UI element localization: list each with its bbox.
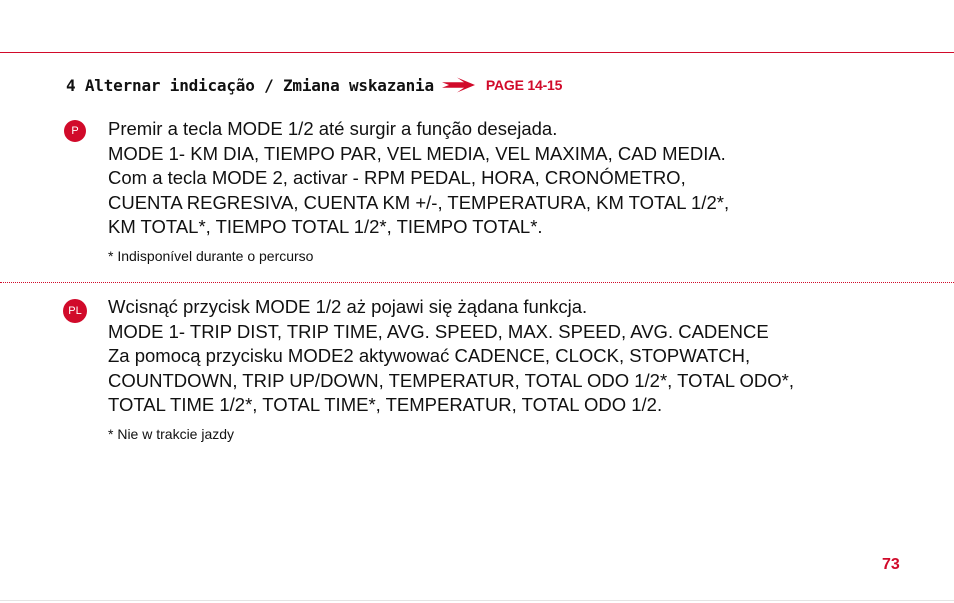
instruction-line: CUENTA REGRESIVA, CUENTA KM +/-, TEMPERATURA, KM TOTAL 1/2*, xyxy=(108,191,730,213)
section-heading xyxy=(66,73,562,97)
footnote: * Nie w trakcie jazdy xyxy=(108,425,235,442)
language-badge-polish: PL xyxy=(63,299,87,323)
instruction-line: COUNTDOWN, TRIP UP/DOWN, TEMPERATUR, TOTAL ODO 1/2*, TOTAL ODO*, xyxy=(108,369,794,391)
instruction-line: KM TOTAL*, TIEMPO TOTAL 1/2*, TIEMPO TOTAL*. xyxy=(108,216,543,238)
instruction-line: TOTAL TIME 1/2*, TOTAL TIME*, TEMPERATUR, TOTAL ODO 1/2. xyxy=(108,394,663,416)
section-divider xyxy=(0,282,954,283)
footnote: * Indisponível durante o percurso xyxy=(108,247,314,264)
instruction-line: MODE 1- TRIP DIST, TRIP TIME, AVG. SPEED, MAX. SPEED, AVG. CADENCE xyxy=(108,320,769,342)
instruction-line: MODE 1- KM DIA, TIEMPO PAR, VEL MEDIA, VEL MAXIMA, CAD MEDIA. xyxy=(108,142,726,164)
page-reference-link[interactable]: PAGE 14-15 xyxy=(485,77,563,93)
heading-title: 4 Alternar indicação / Zmiana wskazania xyxy=(66,75,434,95)
portuguese-instructions xyxy=(108,117,888,265)
instruction-line: Wcisnąć przycisk MODE 1/2 aż pojawi się żądana funkcja. xyxy=(108,296,588,317)
instruction-line: Com a tecla MODE 2, activar - RPM PEDAL, HORA, CRONÓMETRO, xyxy=(108,167,686,189)
right-arrow-icon xyxy=(442,77,476,93)
instruction-line: Za pomocą przycisku MODE2 aktywować CADENCE, CLOCK, STOPWATCH, xyxy=(108,345,751,367)
bottom-rule xyxy=(0,600,954,601)
page-number: 73 xyxy=(882,556,900,573)
language-badge-portuguese: P xyxy=(64,120,86,142)
polish-instructions xyxy=(108,295,888,443)
instruction-line: Premir a tecla MODE 1/2 até surgir a função desejada. xyxy=(108,118,558,139)
top-rule xyxy=(0,52,954,53)
